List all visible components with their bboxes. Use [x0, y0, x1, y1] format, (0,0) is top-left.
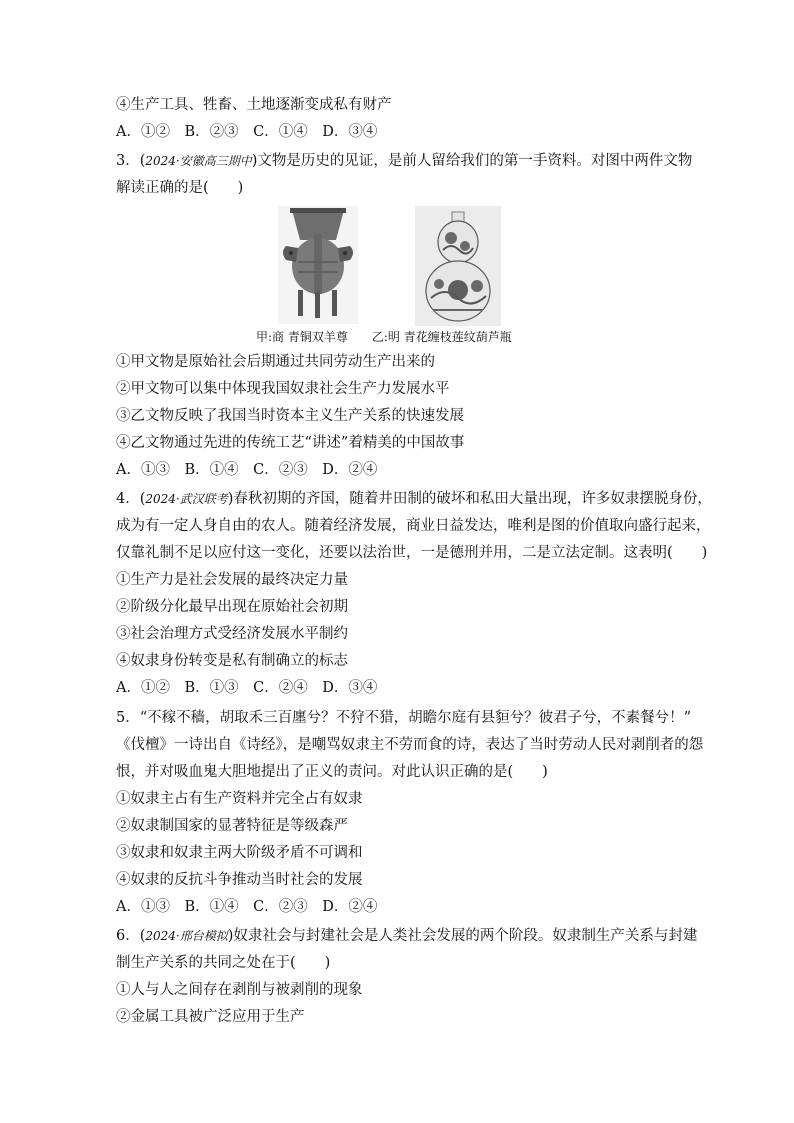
q4-item-3: ③社会治理方式受经济发展水平制约: [116, 626, 348, 642]
q4-stem-line2: 成为有一定人身自由的农人。随着经济发展，商业日益发达，唯利是图的价值取向盛行起来，: [116, 518, 711, 534]
q4-options: A．①② B．①③ C．②④ D．③④: [116, 680, 378, 696]
q5-stem-line1: 5．“不稼不穑，胡取禾三百廛兮？不狩不猎，胡瞻尔庭有县貆兮？彼君子兮，不素餐兮！”: [116, 710, 692, 726]
q4-source: 2024·武汉联考: [145, 492, 228, 506]
q5-stem-line2: 《伐檀》一诗出自《诗经》，是嘲骂奴隶主不劳而食的诗，表达了当时劳动人民对剥削者的怨: [116, 737, 704, 753]
q4-stem-line1: 4．(2024·武汉联考)春秋初期的齐国，随着井田制的破坏和私田大量出现，许多奴隶摆脱身份，: [116, 491, 712, 507]
q3-figure-caption: 甲:商 青铜双羊尊 乙:明 青花缠枝莲纹葫芦瓶: [256, 330, 512, 344]
q6-stem-line1: 6．(2024·邢台模拟)奴隶社会与封建社会是人类社会发展的两个阶段。奴隶制生产关系与封建: [116, 928, 698, 944]
q5-stem-line3: 恨，并对吸血鬼大胆地提出了正义的责问。对此认识正确的是( ): [116, 764, 548, 780]
q3-item-1: ①甲文物是原始社会后期通过共同劳动生产出来的: [116, 354, 435, 370]
q6-item-2: ②金属工具被广泛应用于生产: [116, 1009, 305, 1025]
blue-white-gourd-vase-image: [415, 206, 501, 326]
q3-item-4: ④乙文物通过先进的传统工艺“讲述”着精美的中国故事: [116, 435, 465, 451]
q2-options: A．①② B．②③ C．①④ D．③④: [116, 124, 378, 140]
q4-item-4: ④奴隶身份转变是私有制确立的标志: [116, 653, 348, 669]
q6-item-1: ①人与人之间存在剥削与被剥削的现象: [116, 982, 363, 998]
q5-options: A．①③ B．①④ C．②③ D．②④: [116, 899, 378, 915]
q2-item-4: ④生产工具、牲畜、土地逐渐变成私有财产: [116, 97, 392, 113]
q4-item-1: ①生产力是社会发展的最终决定力量: [116, 572, 348, 588]
q6-source: 2024·邢台模拟: [145, 929, 228, 943]
q3-source: 2024·安徽高三期中: [145, 154, 252, 168]
bronze-double-ram-zun-image: [278, 206, 358, 324]
q5-item-2: ②奴隶制国家的显著特征是等级森严: [116, 818, 348, 834]
q3-stem-line1: 3．(2024·安徽高三期中)文物是历史的见证，是前人留给我们的第一手资料。对图中两件文物: [116, 153, 693, 169]
q5-item-3: ③奴隶和奴隶主两大阶级矛盾不可调和: [116, 845, 363, 861]
q3-item-2: ②甲文物可以集中体现我国奴隶社会生产力发展水平: [116, 381, 450, 397]
q3-item-3: ③乙文物反映了我国当时资本主义生产关系的快速发展: [116, 408, 464, 424]
q3-options: A．①③ B．①④ C．②③ D．②④: [116, 462, 378, 478]
q3-stem-line2: 解读正确的是( ): [116, 180, 244, 196]
q4-stem-line3: 仅靠礼制不足以应付这一变化，还要以法治世，一是德刑并用，二是立法定制。这表明( ): [116, 545, 708, 561]
q5-item-4: ④奴隶的反抗斗争推动当时社会的发展: [116, 872, 363, 888]
q4-item-2: ②阶级分化最早出现在原始社会初期: [116, 599, 348, 615]
q5-item-1: ①奴隶主占有生产资料并完全占有奴隶: [116, 791, 363, 807]
q6-stem-line2: 制生产关系的共同之处在于( ): [116, 955, 331, 971]
